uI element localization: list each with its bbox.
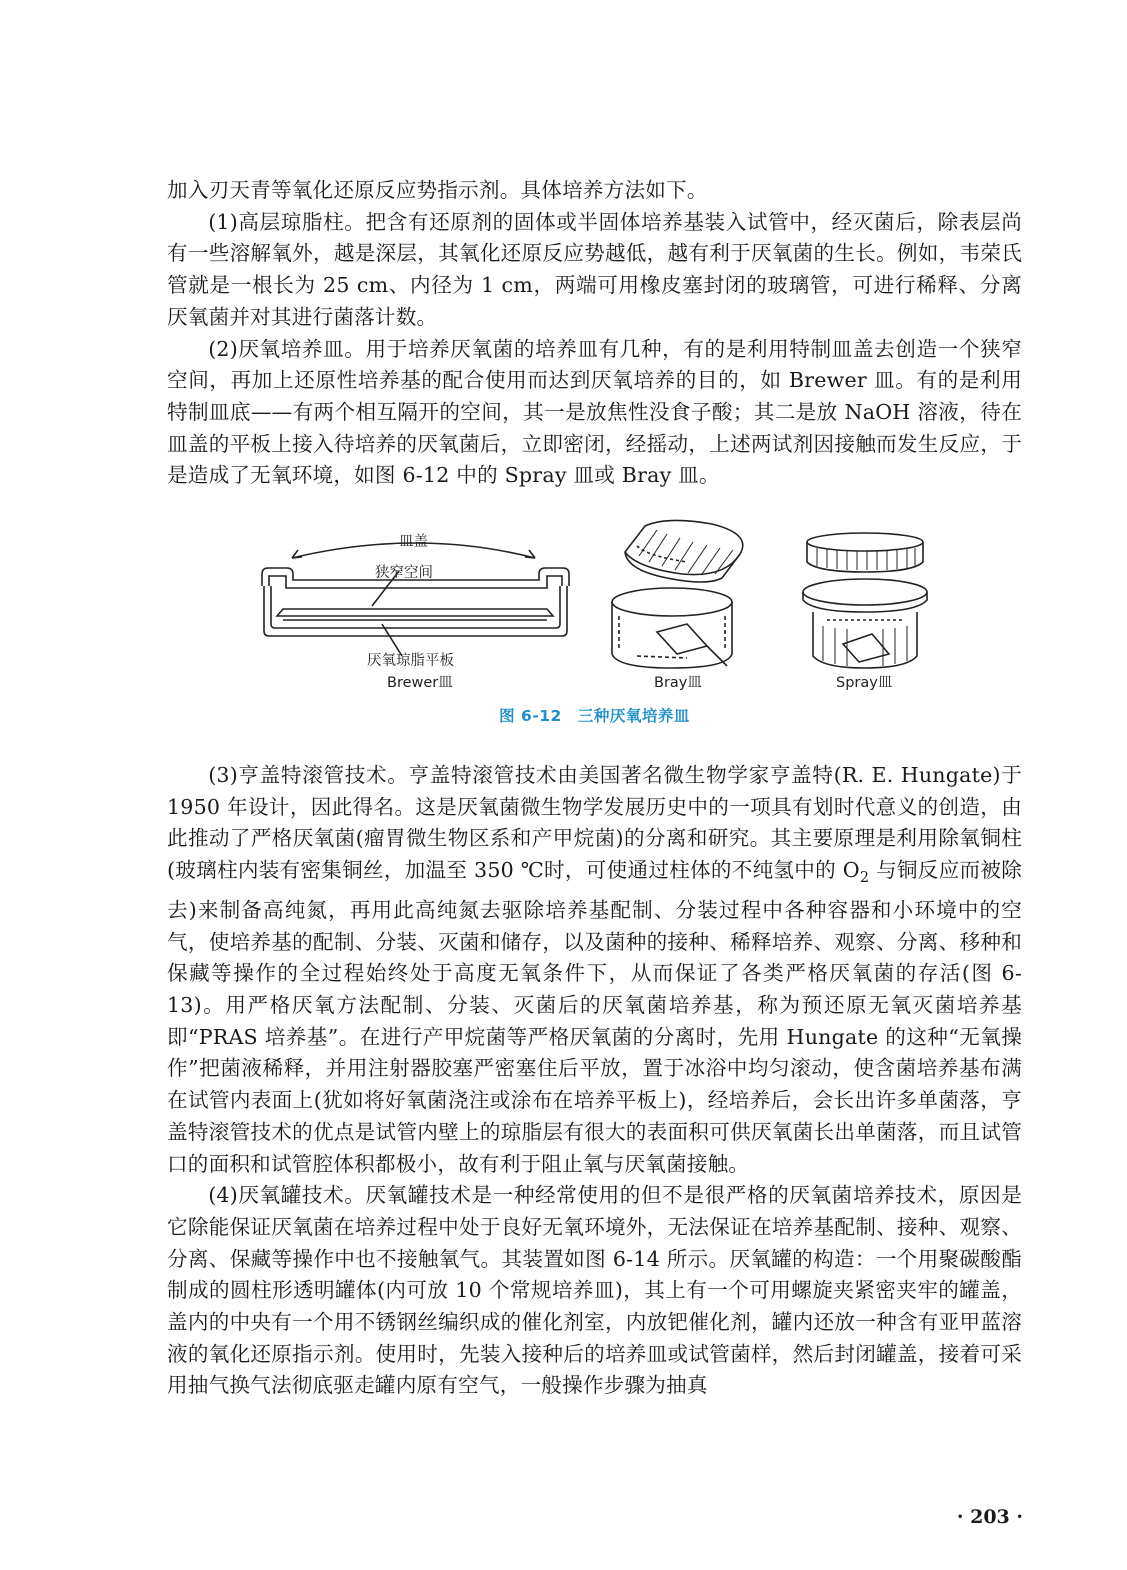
paragraph-anaerobic-dish: (2)厌氧培养皿。用于培养厌氧菌的培养皿有几种，有的是利用特制皿盖去创造一个狭窄空间，再加上还原性培养基的配合使用而达到厌氧培养的目的，如 Brewer 皿。有的是利用特制皿底——有两个相互隔开的空间，其一是放焦性没食子酸；其二是放 NaOH 溶液，待在皿盖的平板上接入待培养的厌氧菌后，立即密闭，经摇动，上述两试剂因接触而发生反应，于是造成了无氧环境，如图 6-12 中的 Spray 皿或 Bray 皿。 bbox=[167, 336, 1022, 488]
paragraph-agar-column: (1)高层琼脂柱。把含有还原剂的固体或半固体培养基装入试管中，经灭菌后，除表层尚有一些溶解氧外，越是深层，其氧化还原反应势越低，越有利于厌氧菌的生长。例如，韦荣氏管就是一根长为 25 cm、内径为 1 cm，两端可用橡皮塞封闭的玻璃管，可进行稀释、分离厌氧菌并对其进行菌落计数。 bbox=[167, 209, 1022, 329]
text-block-top bbox=[167, 175, 1022, 492]
o2-subscript: 2 bbox=[859, 870, 870, 887]
paragraph-intro: 加入刃天青等氧化还原反应势指示剂。具体培养方法如下。 bbox=[167, 178, 708, 202]
figure-6-12 bbox=[167, 516, 1022, 731]
label-brewer: Brewer皿 bbox=[387, 675, 453, 691]
spray-dish-drawing bbox=[803, 533, 927, 668]
label-bray: Bray皿 bbox=[654, 675, 702, 691]
paragraph-hungate bbox=[167, 760, 1022, 1180]
figure-caption: 图 6-12 三种厌氧培养皿 bbox=[499, 707, 690, 725]
label-agar-plate: 厌氧琼脂平板 bbox=[367, 653, 454, 669]
page-number: · 203 · bbox=[956, 1506, 1023, 1528]
petri-dish-diagrams bbox=[167, 516, 1022, 696]
brewer-dish-drawing bbox=[262, 543, 569, 656]
hungate-text-part2: 与铜反应而被除去)来制备高纯氮，再用此高纯氮去驱除培养基配制、分装过程中各种容器和小环境中的空气，使培养基的配制、分装、灭菌和储存，以及菌种的接种、稀释培养、观察、分离、移种和保藏等操作的全过程始终处于高度无氧条件下，从而保证了各类严格厌氧菌的存活(图 6-13)。用严格厌氧方法配制、分装、灭菌后的厌氧菌培养基，称为预还原无氧灭菌培养基即“PRAS 培养基”。在进行产甲烷菌等严格厌氧菌的分离时，先用 Hungate 的这种“无氧操作”把菌液稀释，并用注射器胶塞严密塞住后平放，置于冰浴中均匀滚动，使含菌培养基布满在试管内表面上(犹如将好氧菌浇注或涂布在培养平板上)，经培养后，会长出许多单菌落，亨盖特滚管技术的优点是试管内壁上的琼脂层有很大的表面积可供厌氧菌长出单菌落，而且试管口的面积和试管腔体积都极小，故有利于阻止氧与厌氧菌接触。 bbox=[167, 858, 1022, 1176]
label-narrow-space: 狭窄空间 bbox=[375, 565, 433, 581]
hungate-text-part1: (3)亨盖特滚管技术。亨盖特滚管技术由美国著名微生物学家亨盖特(R. E. Hungate)于 1950 年设计，因此得名。这是厌氧菌微生物学发展历史中的一项具有划时代意义的创造，由此推动了严格厌氧菌(瘤胃微生物区系和产甲烷菌)的分离和研究。其主要原理是利用除氧铜柱(玻璃柱内装有密集铜丝，加温至 350 ℃时，可使通过柱体的不纯氢中的 O bbox=[167, 763, 1022, 883]
text-block-bottom bbox=[167, 760, 1022, 1402]
label-spray: Spray皿 bbox=[836, 675, 893, 691]
label-lid: 皿盖 bbox=[399, 534, 428, 550]
bray-dish-drawing bbox=[612, 520, 743, 668]
paragraph-anaerobic-jar: (4)厌氧罐技术。厌氧罐技术是一种经常使用的但不是很严格的厌氧菌培养技术，原因是它除能保证厌氧菌在培养过程中处于良好无氧环境外，无法保证在培养基配制、接种、观察、分离、保藏等操作中也不接触氧气。其装置如图 6-14 所示。厌氧罐的构造：一个用聚碳酸酯制成的圆柱形透明罐体(内可放 10 个常规培养皿)，其上有一个可用螺旋夹紧密夹牢的罐盖，盖内的中央有一个用不锈钢丝编织成的催化剂室，内放钯催化剂，罐内还放一种含有亚甲蓝溶液的氧化还原指示剂。使用时，先装入接种后的培养皿或试管菌样，然后封闭罐盖，接着可采用抽气换气法彻底驱走罐内原有空气，一般操作步骤为抽真 bbox=[167, 1183, 1022, 1398]
